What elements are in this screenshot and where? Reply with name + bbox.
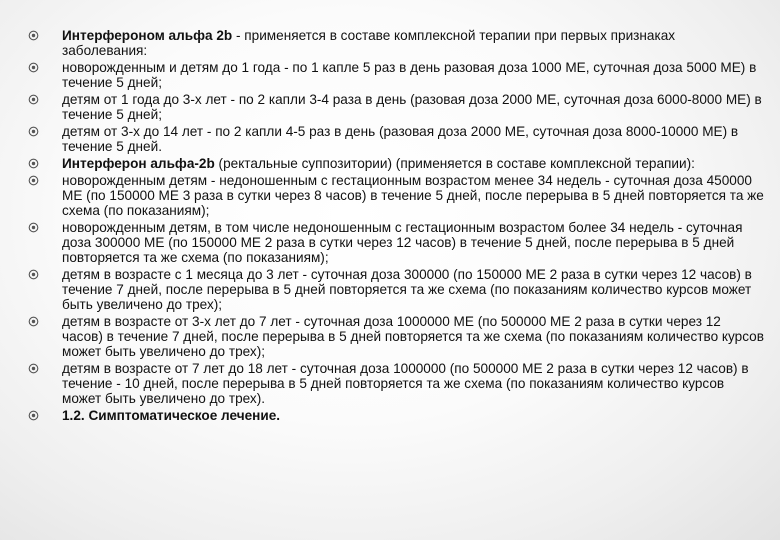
circled-dot-bullet-icon: [24, 314, 62, 329]
list-item: [24, 92, 764, 122]
list-item: [24, 156, 764, 171]
list-item-bold-text: Интерфероном альфа 2b: [62, 28, 233, 43]
circled-dot-bullet-icon: [24, 28, 62, 43]
circled-dot-bullet-icon: [24, 92, 62, 107]
list-item-text: [62, 156, 764, 171]
list-item: [24, 124, 764, 154]
circled-dot-bullet-icon: [24, 156, 62, 171]
list-item: [24, 173, 764, 218]
list-item-text: [62, 60, 764, 90]
list-item: [24, 28, 764, 58]
list-item: [24, 267, 764, 312]
list-item-plain-text: детям в возрасте от 7 лет до 18 лет - суточная доза 1000000 (по 500000 МЕ 2 раза в сутки через 12 часов) в течение - 10 дней, после перерыва в 5 дней повторяется та же схема (по показаниям количество курсов может быть увеличено до трех).: [62, 361, 749, 406]
list-item: [24, 220, 764, 265]
circled-dot-bullet-icon: [24, 220, 62, 235]
circled-dot-bullet-icon: [24, 267, 62, 282]
list-item-text: [62, 173, 764, 218]
list-item-bold-text: 1.2. Симптоматическое лечение.: [62, 408, 281, 423]
list-item-text: [62, 124, 764, 154]
list-item-bold-text: Интерферон альфа-2b: [62, 156, 215, 171]
circled-dot-bullet-icon: [24, 408, 62, 423]
list-item-text: [62, 267, 764, 312]
list-item: [24, 60, 764, 90]
circled-dot-bullet-icon: [24, 124, 62, 139]
list-item-plain-text: новорожденным детям, в том числе недоношенным с гестационным возрастом более 34 недель - суточная доза 300000 МЕ (по 150000 МЕ 2 раза в сутки через 12 часов) в течение 5 дней, после перерыва в 5 дней повторяется та же схема (по показаниям);: [62, 220, 743, 265]
list-item-text: [62, 220, 764, 265]
circled-dot-bullet-icon: [24, 173, 62, 188]
list-item-plain-text: новорожденным детям - недоношенным с гестационным возрастом менее 34 недель - суточная доза 450000 МЕ (по 150000 МЕ 3 раза в сутки через 8 часов) в течение 5 дней, после перерыва в 5 дней повторяется та же схема (по показаниям);: [62, 173, 764, 218]
list-item: [24, 408, 764, 423]
bullet-list: [24, 28, 764, 425]
list-item: [24, 361, 764, 406]
circled-dot-bullet-icon: [24, 60, 62, 75]
list-item-plain-text: детям в возрасте от 3-х лет до 7 лет - суточная доза 1000000 МЕ (по 500000 МЕ 2 раза в сутки через 12 часов) в течение 7 дней, после перерыва в 5 дней повторяется та же схема (по показаниям количество курсов может быть увеличено до трех);: [62, 314, 764, 359]
list-item-text: [62, 28, 764, 58]
list-item-plain-text: детям от 1 года до 3-х лет - по 2 капли 3-4 раза в день (разовая доза 2000 МЕ, суточная доза 6000-8000 МЕ) в течение 5 дней;: [62, 92, 762, 122]
circled-dot-bullet-icon: [24, 361, 62, 376]
list-item-text: [62, 408, 764, 423]
list-item-plain-text: новорожденным и детям до 1 года - по 1 капле 5 раз в день разовая доза 1000 МЕ, суточная доза 5000 МЕ) в течение 5 дней;: [62, 60, 757, 90]
list-item-text: [62, 92, 764, 122]
list-item-plain-text: детям от 3-х до 14 лет - по 2 капли 4-5 раз в день (разовая доза 2000 МЕ, суточная доза 8000-10000 МЕ) в течение 5 дней.: [62, 124, 739, 154]
list-item: [24, 314, 764, 359]
list-item-text: [62, 314, 764, 359]
list-item-plain-text: - применяется в составе комплексной терапии при первых признаках заболевания:: [62, 28, 676, 58]
list-item-plain-text: детям в возрасте с 1 месяца до 3 лет - суточная доза 300000 (по 150000 МЕ 2 раза в сутки через 12 часов) в течение 7 дней, после перерыва в 5 дней повторяется та же схема (по показаниям количество курсов может быть увеличено до трех);: [62, 267, 752, 312]
list-item-text: [62, 361, 764, 406]
list-item-plain-text: (ректальные суппозитории) (применяется в составе комплексной терапии):: [214, 156, 695, 171]
